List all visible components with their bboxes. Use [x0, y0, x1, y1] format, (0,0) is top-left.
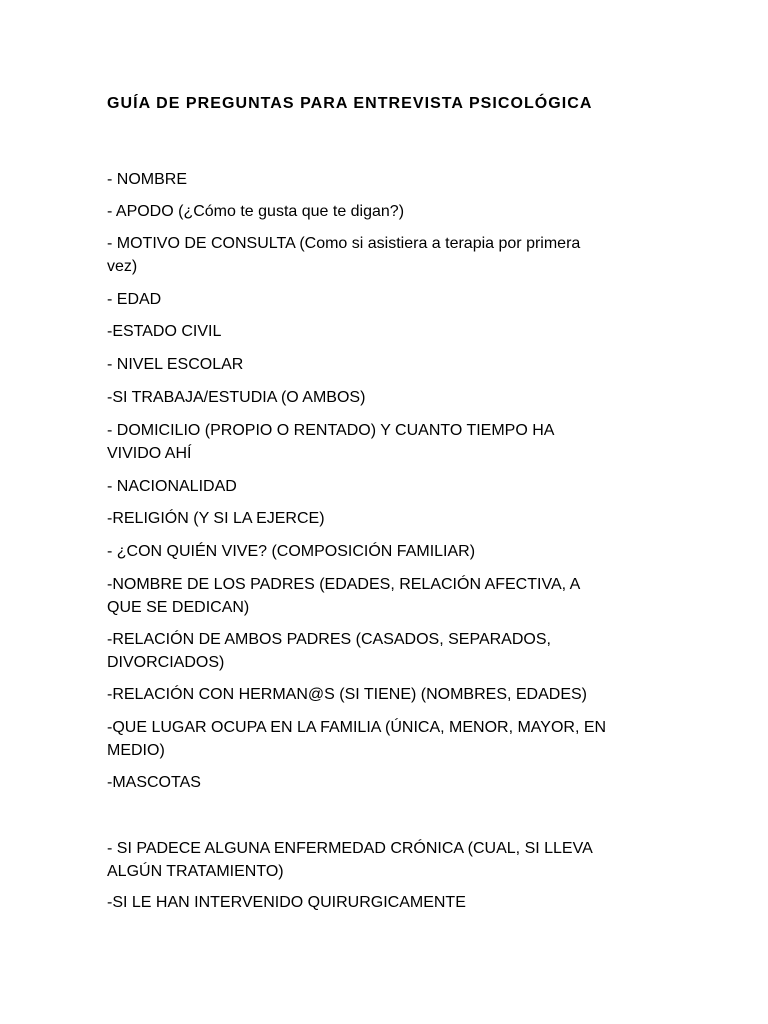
question-item	[107, 419, 667, 465]
question-item	[107, 540, 667, 563]
question-item	[107, 716, 667, 762]
question-item-line: -QUE LUGAR OCUPA EN LA FAMILIA (ÚNICA, MENOR, MAYOR, EN	[107, 719, 607, 736]
question-item	[107, 386, 667, 409]
question-item	[107, 771, 667, 794]
question-item-line: -SI TRABAJA/ESTUDIA (O AMBOS)	[107, 389, 366, 406]
question-item	[107, 232, 667, 278]
question-item	[107, 837, 667, 883]
question-item	[107, 628, 667, 674]
question-item-line: - NIVEL ESCOLAR	[107, 356, 244, 373]
question-item-line: -ESTADO CIVIL	[107, 323, 222, 340]
question-item-line: - NOMBRE	[107, 171, 187, 188]
question-item	[107, 507, 667, 530]
question-item-line: - DOMICILIO (PROPIO O RENTADO) Y CUANTO TIEMPO HA	[107, 422, 555, 439]
question-item	[107, 200, 667, 223]
question-item-line: -RELACIÓN DE AMBOS PADRES (CASADOS, SEPARADOS,	[107, 631, 551, 648]
question-item-line: VIVIDO AHÍ	[107, 445, 192, 462]
question-item-line: - EDAD	[107, 291, 162, 308]
question-item-line: - SI PADECE ALGUNA ENFERMEDAD CRÓNICA (CUAL, SI LLEVA	[107, 840, 593, 857]
question-item	[107, 573, 667, 619]
question-item-line: - APODO (¿Cómo te gusta que te digan?)	[107, 203, 405, 220]
question-item-line: MEDIO)	[107, 742, 165, 759]
question-item-line: - MOTIVO DE CONSULTA (Como si asistiera a terapia por primera	[107, 235, 581, 252]
question-item	[107, 288, 667, 311]
question-item-line: QUE SE DEDICAN)	[107, 599, 250, 616]
question-item-line: -SI LE HAN INTERVENIDO QUIRURGICAMENTE	[107, 894, 466, 911]
question-item-line: DIVORCIADOS)	[107, 654, 225, 671]
question-item	[107, 168, 667, 191]
question-item	[107, 320, 667, 343]
question-item	[107, 683, 667, 706]
question-item-line: -RELACIÓN CON HERMAN@S (SI TIENE) (NOMBRES, EDADES)	[107, 686, 587, 703]
question-item	[107, 475, 667, 498]
question-item-line: -RELIGIÓN (Y SI LA EJERCE)	[107, 510, 325, 527]
document-title: GUÍA DE PREGUNTAS PARA ENTREVISTA PSICOLÓGICA	[107, 95, 593, 112]
question-item-line: -NOMBRE DE LOS PADRES (EDADES, RELACIÓN AFECTIVA, A	[107, 576, 581, 593]
question-item-line: -MASCOTAS	[107, 774, 201, 791]
question-item	[107, 353, 667, 376]
question-item-line: ALGÚN TRATAMIENTO)	[107, 863, 284, 880]
question-item-line: vez)	[107, 258, 138, 275]
question-item-line: - ¿CON QUIÉN VIVE? (COMPOSICIÓN FAMILIAR)	[107, 543, 476, 560]
question-item	[107, 891, 667, 914]
question-item-line: - NACIONALIDAD	[107, 478, 237, 495]
